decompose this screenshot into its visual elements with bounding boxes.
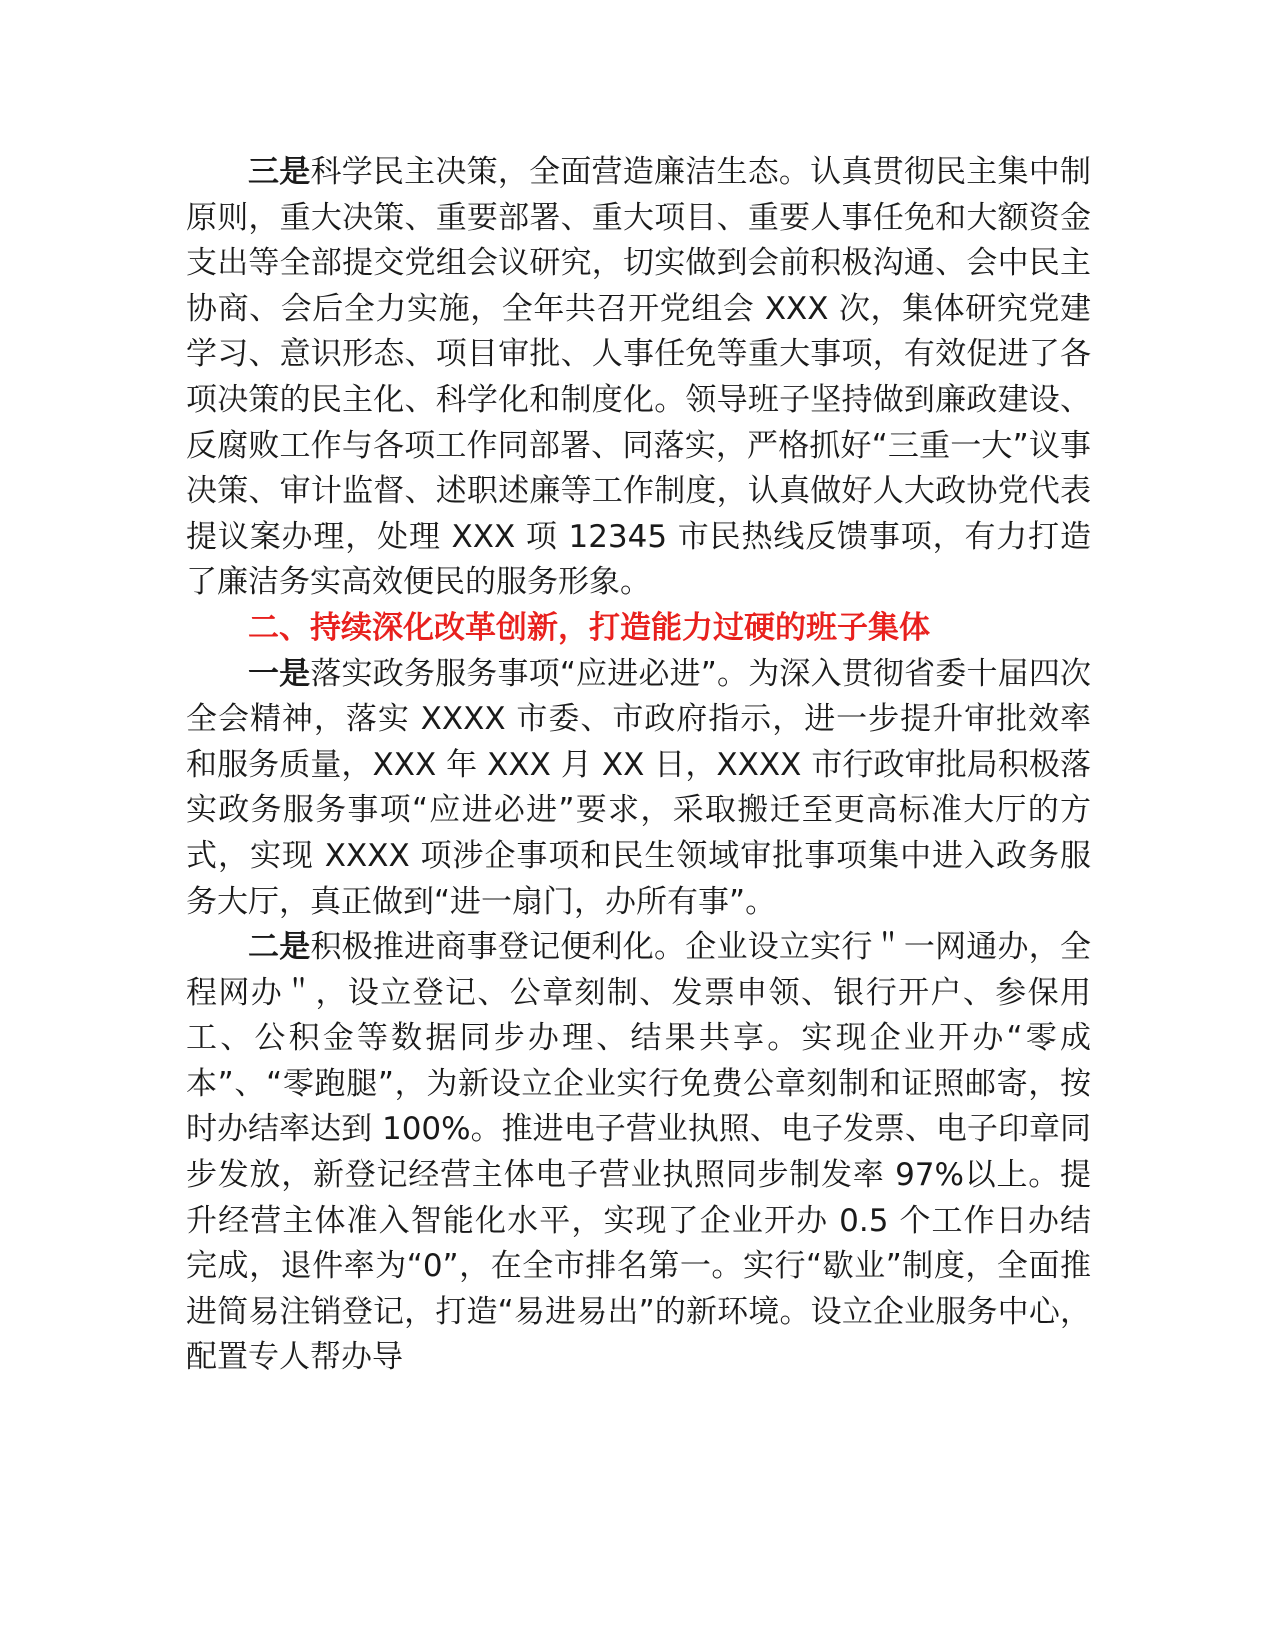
paragraph-text: 科学民主决策，全面营造廉洁生态。认真贯彻民主集中制原则，重大决策、重要部署、重大项目、重要人事任免和大额资金支出等全部提交党组会议研究，切实做到会前积极沟通、会中民主协商、会后全力实施，全年共召开党组会 XXX 次，集体研究党建学习、意识形态、项目审批、人事任免等重大事项，有效促进了各项决策的民主化、科学化和制度化。领导班子坚持做到廉政建设、反腐败工作与各项工作同部署、同落实，严格抓好“三重一大”议事决策、审计监督、述职述廉等工作制度，认真做好人大政协党代表提议案办理，处理 XXX 项 12345 市民热线反馈事项，有力打造了廉洁务实高效便民的服务形象。: [186, 154, 1092, 601]
paragraph-lead: 三是: [248, 154, 311, 190]
paragraph-point-one: [186, 652, 1091, 926]
paragraph-point-two: [186, 925, 1091, 1381]
paragraph-point-three: [186, 150, 1091, 606]
paragraph-lead: 一是: [248, 655, 311, 692]
section-heading-two: 二、持续深化改革创新，打造能力过硬的班子集体: [248, 609, 930, 646]
paragraph-text: 落实政务服务事项“应进必进”。为深入贯彻省委十届四次全会精神，落实 XXXX 市委、市政府指示，进一步提升审批效率和服务质量，XXX 年 XXX 月 XX 日，XXXX 市行政审批局积极落实政务服务事项“应进必进”要求，采取搬迁至更高标准大厅的方式，实现 XXXX 项涉企事项和民生领域审批事项集中进入政务服务大厅，真正做到“进一扇门，办所有事”。: [186, 655, 1092, 920]
paragraph-lead: 二是: [248, 929, 311, 966]
document-body: [186, 150, 1091, 1381]
paragraph-text: 积极推进商事登记便利化。企业设立实行＂一网通办，全程网办＂，设立登记、公章刻制、发票申领、银行开户、参保用工、公积金等数据同步办理、结果共享。实现企业开办“零成本”、“零跑腿”，为新设立企业实行免费公章刻制和证照邮寄，按时办结率达到 100%。推进电子营业执照、电子发票、电子印章同步发放，新登记经营主体电子营业执照同步制发率 97%以上。提升经营主体准入智能化水平，实现了企业开办 0.5 个工作日办结完成，退件率为“0”，在全市排名第一。实行“歇业”制度，全面推进简易注销登记，打造“易进易出”的新环境。设立企业服务中心，配置专人帮办导: [186, 929, 1092, 1376]
